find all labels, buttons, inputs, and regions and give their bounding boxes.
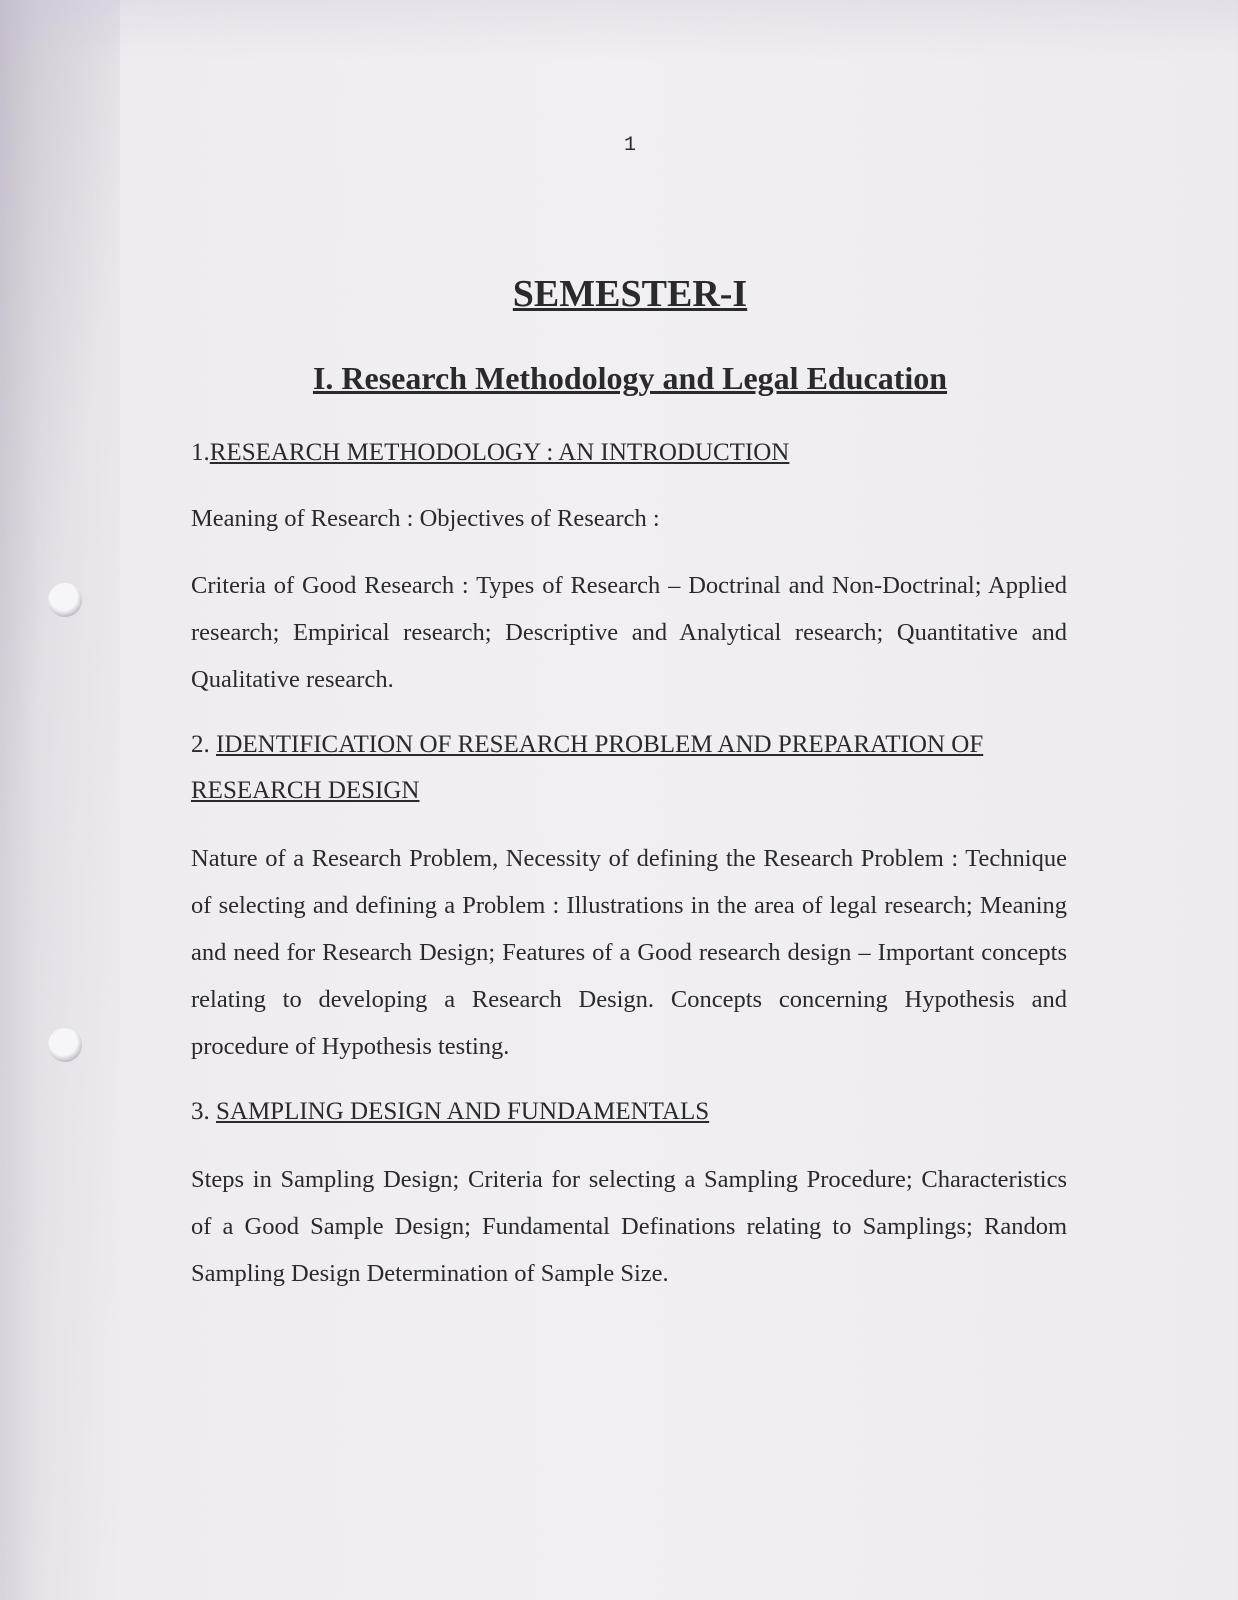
page-subtitle: I. Research Methodology and Legal Education (312, 360, 948, 396)
paragraph: Nature of a Research Problem, Necessity of defining the Research Problem : Technique of selecting and defining a Problem : Illustrations in the area of legal research; Meaning and need for Research Design; Features of a Good research design – Important concepts relating to developing a Research Design. Concepts concerning Hypothesis and procedure of Hypothesis testing. (191, 845, 1067, 1060)
section-heading-1 (191, 430, 1069, 476)
punch-hole (48, 583, 82, 617)
paragraph: Steps in Sampling Design; Criteria for selecting a Sampling Procedure; Characteristics of a Good Sample Design; Fundamental Definations relating to Samplings; Random Sampling Design Determination of Sample Size. (191, 1166, 1067, 1287)
section-heading-3 (191, 1089, 1069, 1135)
page-number: 1 (624, 134, 637, 157)
page-edge-shadow (0, 0, 120, 1600)
section-number: 1. (191, 439, 210, 466)
paragraph: Criteria of Good Research : Types of Research – Doctrinal and Non-Doctrinal; Applied research; Empirical research; Descriptive and Analytical research; Quantitative and Qualitative research. (191, 572, 1067, 693)
section-title: RESEARCH METHODOLOGY : AN INTRODUCTION (209, 439, 790, 466)
section-number: 2. (191, 731, 210, 758)
section-heading-2 (191, 722, 1069, 814)
section-title: SAMPLING DESIGN AND FUNDAMENTALS (216, 1098, 710, 1125)
paragraph: Meaning of Research : Objectives of Research : (191, 505, 660, 532)
page-top-shadow (0, 0, 1238, 60)
section-title: IDENTIFICATION OF RESEARCH PROBLEM AND PREPARATION OF RESEARCH DESIGN (191, 731, 984, 804)
section-number: 3. (191, 1098, 210, 1125)
page-title: SEMESTER-I (512, 273, 748, 315)
punch-hole (48, 1028, 82, 1062)
